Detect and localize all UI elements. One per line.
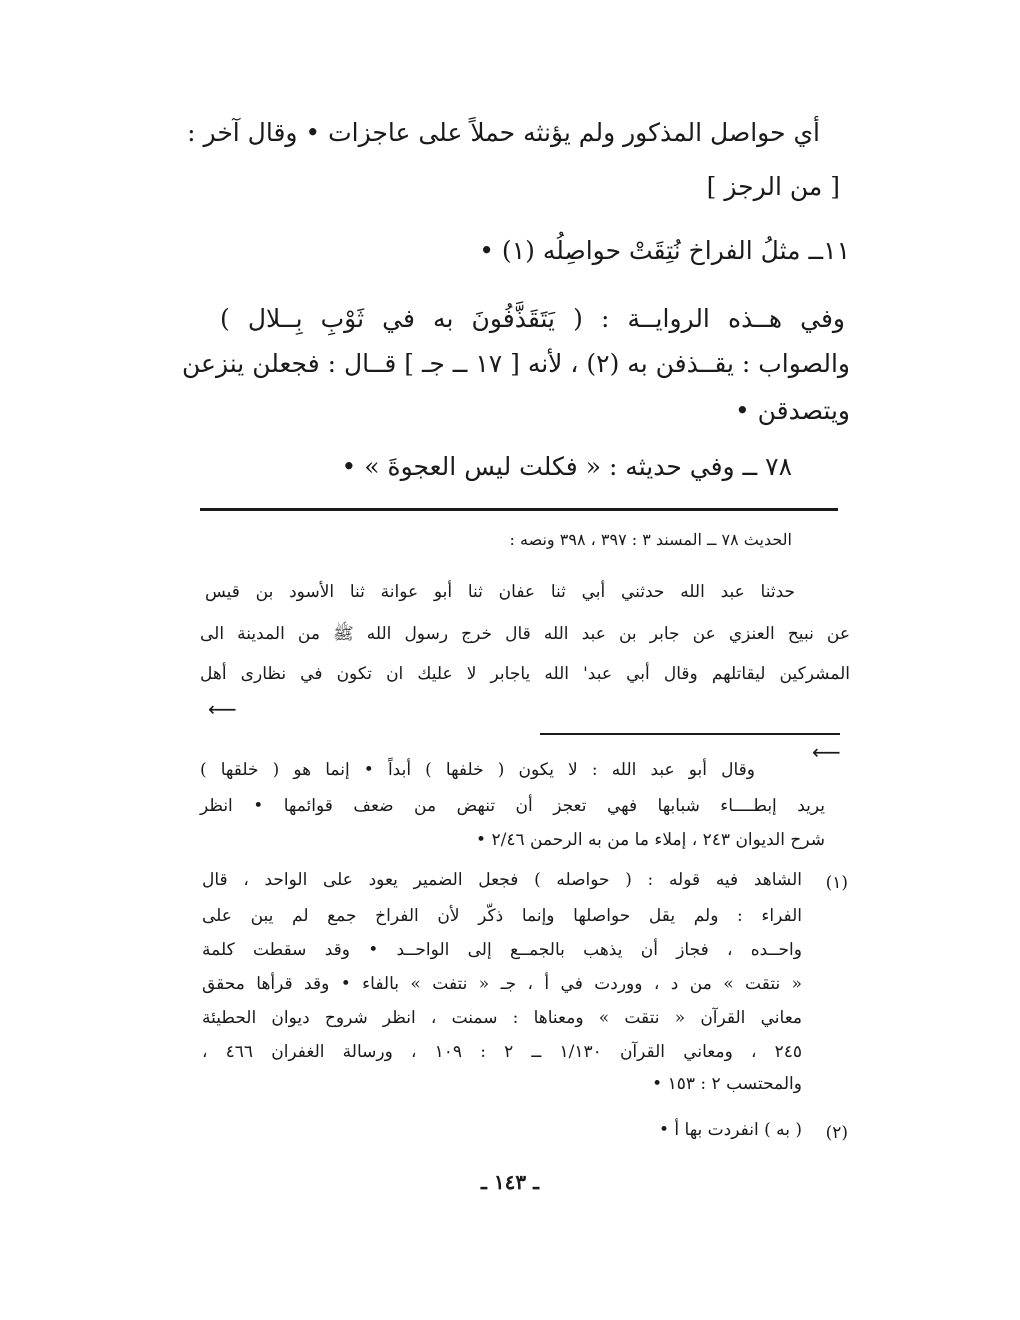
paragraph-line-3: ويتصدقن • bbox=[734, 396, 850, 425]
footnote-1-line-6: ٢٤٥ ، ومعاني القرآن ١/١٣٠ ــ ٢ : ١٠٩ ، ورسالة الغفران ٤٦٦ ، bbox=[202, 1042, 803, 1062]
main-line-1: أي حواصل المذكور ولم يؤنثه حملاً على عاجزات • وقال آخر : bbox=[187, 118, 820, 147]
hadith-note-heading: الحديث ٧٨ ــ المسند ٣ : ٣٩٧ ، ٣٩٨ ونصه : bbox=[509, 530, 792, 549]
footnote-1-line-5: معاني القرآن « نتقت » ومعناها : سمنت ، انظر شروح ديوان الحطيئة bbox=[202, 1008, 802, 1028]
hadith-note-line-2: عن نبيح العنزي عن جابر بن عبد الله قال خرج رسول الله ﷺ من المدينة الى bbox=[200, 624, 850, 644]
page-number: ـ ١٤٣ ـ bbox=[481, 1170, 539, 1194]
footnote-1-marker: (١) bbox=[825, 873, 848, 893]
hadith-note-line-3: المشركين ليقاتلهم وقال أبي عبد' الله ياجابر لا عليك ان تكون في نظارى أهل bbox=[200, 664, 850, 684]
paragraph-line-1: وفي هــذه الروايــة : ( يَتَقَذَّفُونَ به في ثَوْبِ بِــلال ) bbox=[220, 304, 845, 333]
hadith-78-line: ٧٨ ــ وفي حديثه : « فكلت ليس العجوةَ » • bbox=[341, 452, 792, 481]
footnote-1-line-4: « نتقت » من د ، ووردت في أ ، جـ « نتفت » بالفاء • وقد قرأها محقق bbox=[202, 974, 802, 994]
footnote-cont-line-1: وقال أبو عبد الله : لا يكون ( خلفها ) أبداً • إنما هو ( خلقها ) bbox=[200, 760, 755, 780]
paragraph-line-2: والصواب : يقــذفن به (٢) ، لأنه [ ١٧ ــ جـ ] قــال : فجعلن ينزعن bbox=[182, 349, 850, 378]
verse-11: ١١ــ مثلُ الفراخ نُتِقَتْ حواصِلُه (١) • bbox=[479, 236, 850, 265]
continuation-arrow-icon: ⟵ bbox=[812, 740, 841, 764]
footnote-2-marker: (٢) bbox=[825, 1123, 848, 1143]
footnote-divider bbox=[540, 733, 840, 735]
hadith-note-line-1: حدثنا عبد الله حدثني أبي ثنا عفان ثنا أبو عوانة ثنا الأسود بن قيس bbox=[205, 582, 795, 602]
meter-label: [ من الرجز ] bbox=[706, 172, 840, 201]
footnote-2-line-1: ( به ) انفردت بها أ • bbox=[658, 1120, 802, 1140]
footnote-cont-line-2: يريد إبطــــاء شبابها فهي تعجز أن تنهض من ضعف قوائمها • انظر bbox=[200, 796, 825, 816]
footnote-cont-line-3: شرح الديوان ٢٤٣ ، إملاء ما من به الرحمن ٢/٤٦ • bbox=[476, 830, 825, 850]
footnote-1-line-2: الفراء : ولم يقل حواصلها وإنما ذكّر لأن الفراخ جمع لم يبن على bbox=[202, 906, 802, 926]
footnote-1-line-7: والمحتسب ٢ : ١٥٣ • bbox=[652, 1074, 802, 1094]
footnote-1-line-1: الشاهد فيه قوله : ( حواصله ) فجعل الضمير يعود على الواحد ، قال bbox=[202, 870, 802, 890]
main-text-divider bbox=[200, 508, 838, 511]
continue-arrow-icon: ⟵ bbox=[208, 697, 237, 721]
footnote-1-line-3: واحــده ، فجاز أن يذهب بالجمــع إلى الواحــد • وقد سقطت كلمة bbox=[202, 940, 802, 960]
